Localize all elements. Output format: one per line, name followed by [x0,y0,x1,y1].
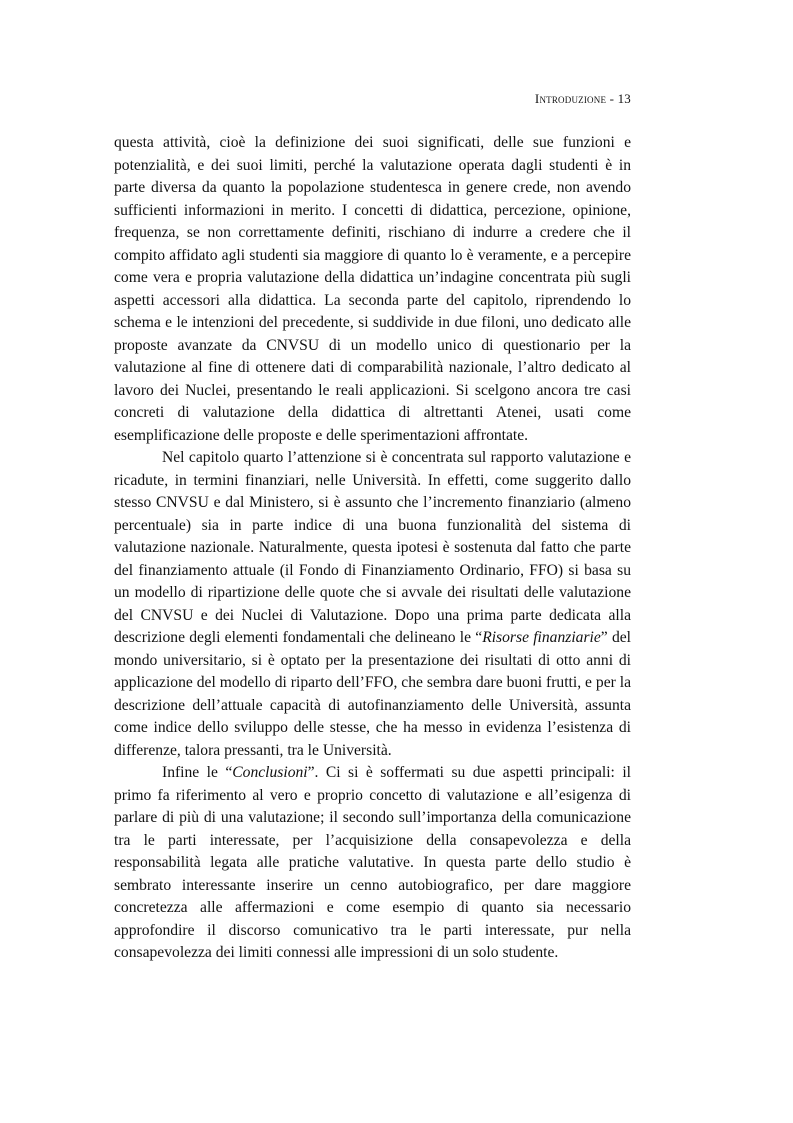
paragraph-1-text: questa attività, cioè la definizione dei suoi significati, delle sue funzioni e potenzialità, e dei suoi limiti, perché la valutazione operata dagli studenti è in parte diversa da quanto la popolazione studentesca in genere crede, non avendo sufficienti informazioni in merito. I concetti di didattica, percezione, opinione, frequenza, se non correttamente definiti, rischiano di indurre a credere che il compito affidato agli studenti sia maggiore di quanto lo è veramente, e a percepire come vera e propria valutazione della didattica un’indagine concentrata più sugli aspetti accessori alla didattica. La seconda parte del capitolo, riprendendo lo schema e le intenzioni del precedente, si suddivide in due filoni, uno dedicato alle proposte avanzate da CNVSU di un modello unico di questionario per la valutazione al fine di ottenere dati di comparabilità nazionale, l’altro dedicato al lavoro dei Nuclei, presentando le reali applicazioni. Si scelgono ancora tre casi concreti di valutazione della didattica di altrettanti Atenei, usati come esemplificazione delle proposte e delle sperimentazioni affrontate. [114,134,631,444]
paragraph-3-text-start: Infine le “ [162,764,233,781]
chapter-title: Introduzione [534,91,607,106]
paragraph-3-text-end: ”. Ci si è soffermati su due aspetti principali: il primo fa riferimento al vero e proprio concetto di valutazione e all’esigenza di parlare di più di una valutazione; il secondo sull’importanza della comunicazione tra le parti interessate, per l’acquisizione della consapevolezza e della responsabilità legata alle pratiche valutative. In questa parte dello studio è sembrato interessante inserire un cenno autobiografico, per dare maggiore concretezza alle affermazioni e come esempio di quanto sia necessario approfondire il discorso comunicativo tra le parti interessate, pur nella consapevolezza dei limiti connessi alle impressioni di un solo studente. [114,764,631,961]
running-header [535,91,631,107]
header-separator: - [606,91,618,106]
page-body [114,132,631,965]
paragraph-2-italic: Risorse finanziarie [482,629,601,646]
page-number: 13 [617,91,631,106]
paragraph-3-italic: Conclusioni [232,764,308,781]
paragraph-1 [114,132,631,447]
paragraph-2-text-end: ” del mondo universitario, si è optato per la presentazione dei risultati di otto anni di applicazione del modello di riparto dell’FFO, che sembra dare buoni frutti, e per la descrizione dell’attuale capacità di autofinanziamento delle Università, assunta come indice dello sviluppo delle stesse, che ha messo in evidenza l’esistenza di differenze, talora pressanti, tra le Università. [114,629,632,759]
paragraph-3 [114,762,631,965]
paragraph-2-text-start: Nel capitolo quarto l’attenzione si è concentrata sul rapporto valutazione e ricadute, in termini finanziari, nelle Università. In effetti, come suggerito dallo stesso CNVSU e dal Ministero, si è assunto che l’incremento finanziario (almeno percentuale) sia in parte indice di una buona funzionalità del sistema di valutazione nazionale. Naturalmente, questa ipotesi è sostenuta dal fatto che parte del finanziamento attuale (il Fondo di Finanziamento Ordinario, FFO) si basa su un modello di ripartizione delle quote che si avvale dei risultati delle valutazione del CNVSU e dei Nuclei di Valutazione. Dopo una prima parte dedicata alla descrizione degli elementi fondamentali che delineano le “ [114,449,631,646]
paragraph-2 [114,447,631,762]
